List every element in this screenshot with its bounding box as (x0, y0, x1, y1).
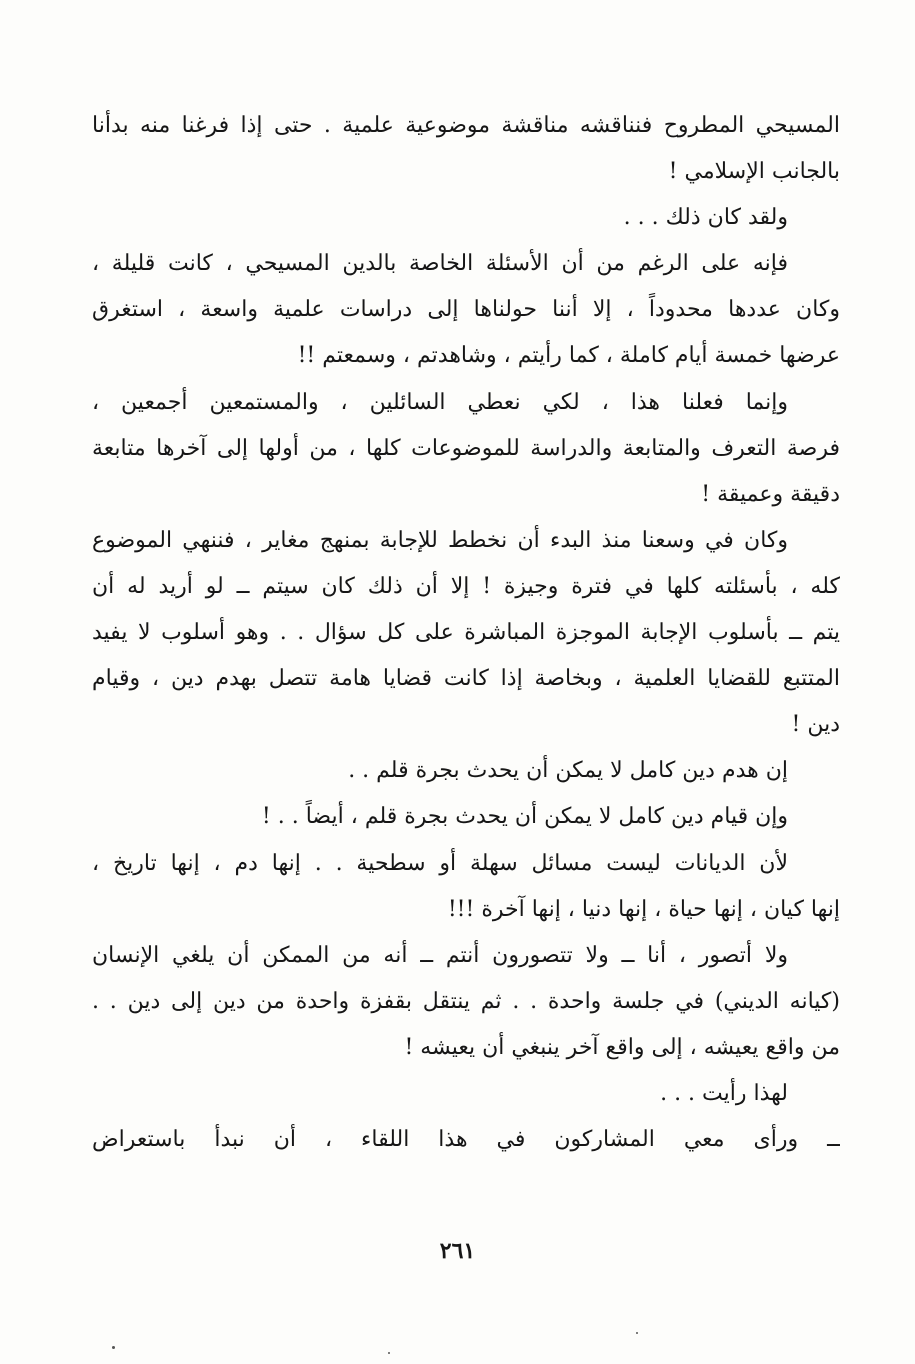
text-line: (كيانه الديني) في جلسة واحدة . . ثم ينتقل بقفزة واحدة من دين إلى دين . . (92, 988, 840, 1014)
text-line: وإن قيام دين كامل لا يمكن أن يحدث بجرة قلم ، أيضاً . . ! (261, 804, 788, 830)
scan-speck (388, 1352, 390, 1354)
text-line: إن هدم دين كامل لا يمكن أن يحدث بجرة قلم . . (348, 758, 788, 784)
text-line: وإنما فعلنا هذا ، لكي نعطي السائلين ، والمستمعين أجمعين ، (92, 389, 788, 415)
text-line: فرصة التعرف والمتابعة والدراسة للموضوعات كلها ، من أولها إلى آخرها متابعة (92, 435, 840, 461)
text-line: وكان في وسعنا منذ البدء أن نخطط للإجابة بمنهج مغاير ، فننهي الموضوع (92, 527, 788, 553)
body-text (92, 103, 840, 1163)
text-line: يتم ــ بأسلوب الإجابة الموجزة المباشرة على كل سؤال . . وهو أسلوب لا يفيد (92, 620, 840, 646)
text-line: إنها كيان ، إنها حياة ، إنها دنيا ، إنها آخرة !!! (447, 896, 840, 922)
text-line: كله ، بأسئلته كلها في فترة وجيزة ! إلا أن ذلك كان سيتم ــ لو أريد له أن (92, 573, 840, 599)
scan-speck (112, 1346, 115, 1349)
text-line: عرضها خمسة أيام كاملة ، كما رأيتم ، وشاهدتم ، وسمعتم !! (297, 343, 840, 369)
text-line: المسيحي المطروح فنناقشه مناقشة موضوعية علمية . حتى إذا فرغنا منه بدأنا (92, 113, 840, 138)
text-line: دين ! (791, 712, 840, 738)
text-line: المتتبع للقضايا العلمية ، وبخاصة إذا كانت قضايا هامة تتصل بهدم دين ، وقيام (92, 666, 840, 692)
text-line: ولا أتصور ، أنا ــ ولا تتصورون أنتم ــ أنه من الممكن أن يلغي الإنسان (92, 942, 788, 968)
text-line: فإنه على الرغم من أن الأسئلة الخاصة بالدين المسيحي ، كانت قليلة ، (92, 251, 788, 277)
text-line: وكان عددها محدوداً ، إلا أننا حولناها إلى دراسات علمية واسعة ، استغرق (92, 297, 840, 323)
text-line: بالجانب الإسلامي ! (668, 159, 840, 185)
page-number: ٢٦١ (439, 1238, 476, 1264)
text-line: لهذا رأيت . . . (660, 1080, 788, 1106)
text-line: ولقد كان ذلك . . . (623, 205, 788, 231)
text-line: من واقع يعيشه ، إلى واقع آخر ينبغي أن يعيشه ! (404, 1034, 840, 1060)
text-line: ــ ورأى معي المشاركون في هذا اللقاء ، أن نبدأ باستعراض (92, 1127, 840, 1153)
text-line: دقيقة وعميقة ! (701, 481, 840, 507)
scan-speck (636, 1332, 638, 1334)
text-line: لأن الديانات ليست مسائل سهلة أو سطحية . . إنها دم ، إنها تاريخ ، (92, 850, 788, 876)
